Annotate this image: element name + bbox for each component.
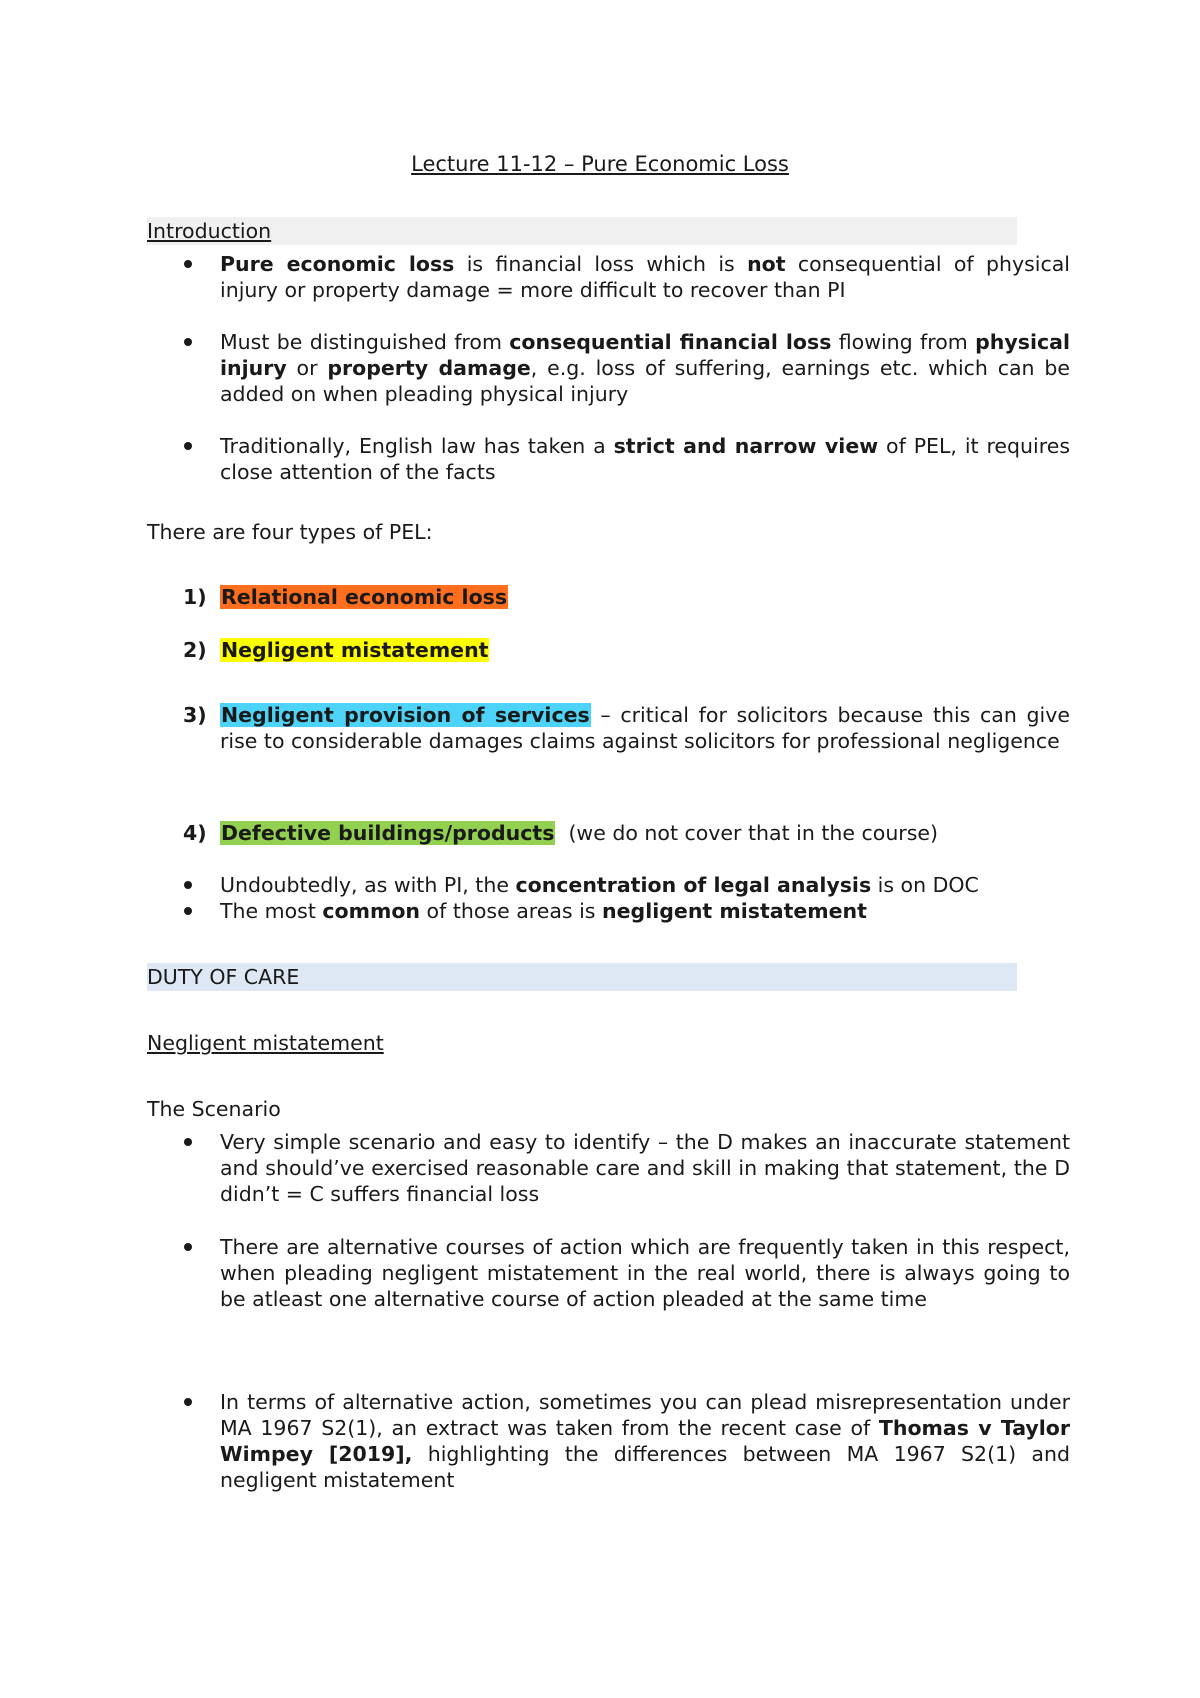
bold-text: physical injury [220,330,1070,380]
highlight-services: Negligent provision of services [221,703,590,727]
text: flowing from [831,330,976,354]
bold-text: property damage [327,356,531,380]
duty-of-care-band [147,963,1017,991]
text: is on DOC [871,873,979,897]
list-number: 1) [183,585,207,609]
page-title: Lecture 11-12 – Pure Economic Loss [411,152,789,176]
introduction-heading-band [147,217,1017,245]
text: (we do not cover that in the course) [555,821,939,845]
text: , e.g. loss of suffering, earnings etc. which can be added on when pleading physical injury [220,356,1070,406]
type-defective-buildings [220,820,1070,846]
text: highlighting the differences between MA 1967 S2(1) and negligent mistatement [220,1442,1070,1492]
text: consequential of physical injury or property damage = more difficult to recover than PI [220,252,1071,302]
highlight-mistatement: Negligent mistatement [221,638,489,662]
text: – critical for solicitors because this can give rise to considerable damages claims against solicitors for professional negligence [220,703,1070,753]
type-relational-economic-loss [220,584,1070,610]
type-negligent-services [220,702,1070,754]
list-number: 3) [183,703,207,727]
bullet-icon [184,260,192,268]
bullet-icon [184,338,192,346]
list-number: 2) [183,638,207,662]
text: Traditionally, English law has taken a [220,434,614,458]
bullet-undoubtedly [220,872,1070,898]
scenario-bullet-alternative: There are alternative courses of action which are frequently taken in this respect, when pleading negligent mistatement in the real world, there is always going to be atleast one alternative course of action pleaded at the same time [220,1235,1070,1311]
intro-bullet-pure-economic-loss [220,251,1070,303]
scenario-bullet-simple: Very simple scenario and easy to identify – the D makes an inaccurate statement and should’ve exercised reasonable care and skill in making that statement, the D didn’t = C suffers financial loss [220,1130,1070,1206]
text: In terms of alternative action, sometimes you can plead misrepresentation under MA 1967 S2(1), an extract was taken from the recent case of [220,1390,1070,1440]
text: The most [220,899,323,923]
type-negligent-mistatement [220,637,1070,663]
bold-text: Pure economic loss [220,252,455,276]
text: is financial loss which is [454,252,748,276]
scenario-bullet-misrepresentation [220,1389,1070,1493]
text: of PEL, it requires close attention of the facts [220,434,1071,484]
highlight-defective: Defective buildings/products [221,821,555,845]
text: of those areas is [420,899,603,923]
types-heading: There are four types of PEL: [147,520,433,544]
bullet-most-common [220,898,1070,924]
bold-text: concentration of legal analysis [515,873,872,897]
bold-text: not [747,252,786,276]
introduction-heading: Introduction [147,219,272,243]
bullet-icon [184,1243,192,1251]
bullet-icon [184,442,192,450]
negligent-mistatement-heading: Negligent mistatement [147,1031,384,1055]
bold-text: strict and narrow view [613,434,879,458]
bold-text: consequential financial loss [509,330,832,354]
duty-of-care-heading: DUTY OF CARE [147,965,300,989]
text: Undoubtedly, as with PI, the [220,873,516,897]
bullet-icon [184,881,192,889]
scenario-heading: The Scenario [147,1097,281,1121]
bullet-icon [184,907,192,915]
bullet-icon [184,1398,192,1406]
list-number: 4) [183,821,207,845]
intro-bullet-distinguish [220,329,1070,407]
intro-bullet-traditionally [220,433,1070,485]
bold-text: negligent mistatement [602,899,867,923]
text: Must be distinguished from [220,330,510,354]
bold-text: Thomas v Taylor Wimpey [2019], [220,1416,1070,1466]
text: or [286,356,328,380]
bullet-icon [184,1138,192,1146]
highlight-relational: Relational economic loss [221,585,508,609]
bold-text: common [322,899,421,923]
